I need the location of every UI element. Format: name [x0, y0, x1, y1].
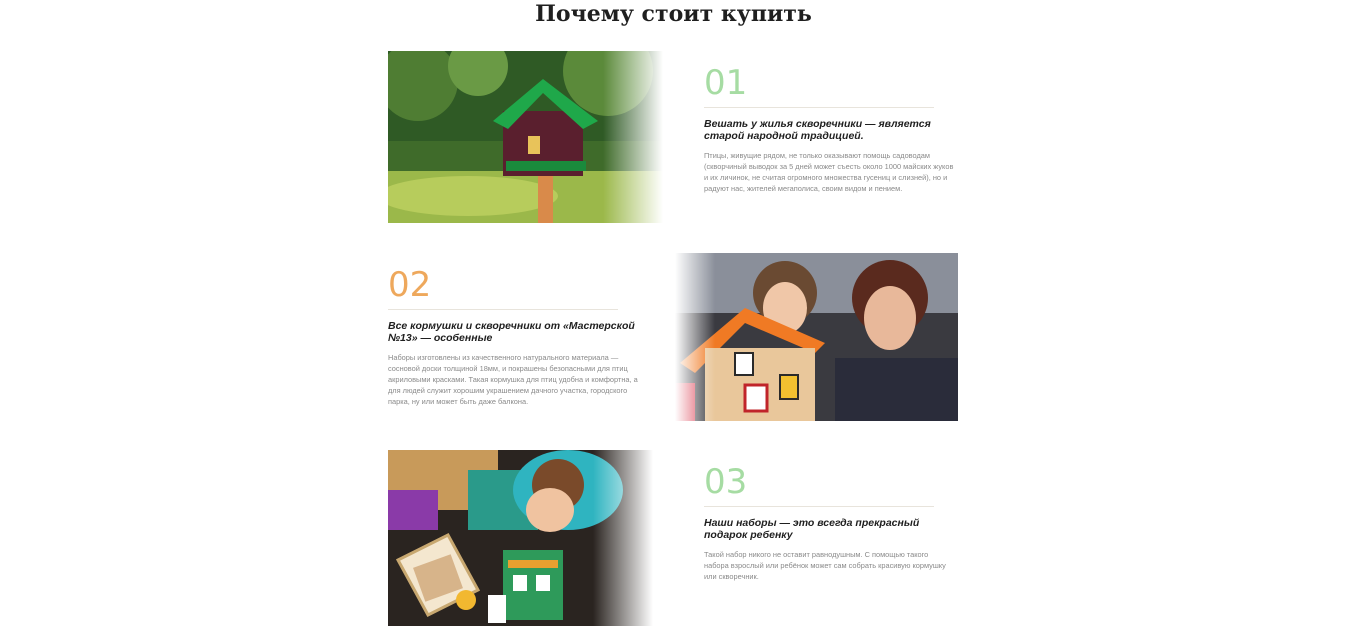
bird-feeder-photo [388, 51, 663, 223]
section-title: Почему стоит купить [535, 1, 812, 27]
benefit-number: 02 [388, 265, 618, 310]
boy-painting-birdhouse-photo [388, 450, 653, 626]
benefit-heading: Наши наборы — это всегда прекрасный подарок ребенку [704, 517, 920, 541]
benefit-3 [704, 462, 954, 582]
family-with-birdhouse-photo [675, 253, 958, 421]
benefit-number: 03 [704, 462, 934, 507]
benefit-heading: Все кормушки и скворечники от «Мастерской №13» — особенные [388, 320, 635, 344]
benefit-text: Такой набор никого не оставит равнодушным. С помощью такого набора взрослый или ребёнок может сам собрать красивую кормушку или скворечник. [704, 550, 946, 581]
benefit-heading: Вешать у жилья скворечники — является старой народной традицией. [704, 118, 931, 142]
benefit-text: Наборы изготовлены из качественного натурального материала — сосновой доски толщиной 18мм, и покрашены безопасными для птиц акриловыми красками. Такая кормушка для птиц удобна и комфортна, а для людей служит хорошим украшением дачного участка, городского парка, ну или может быть даже балкона. [388, 353, 638, 406]
benefit-2 [388, 265, 638, 407]
benefit-text: Птицы, живущие рядом, не только оказывают помощь садоводам (скворчиный выводок за 5 дней может съесть около 1000 майских жуков и их личинок, не считая огромного множества гусениц и слизней), но и радуют нас, жителей мегаполиса, своим видом и пением. [704, 151, 954, 193]
benefit-1 [704, 63, 954, 194]
benefit-number: 01 [704, 63, 934, 108]
